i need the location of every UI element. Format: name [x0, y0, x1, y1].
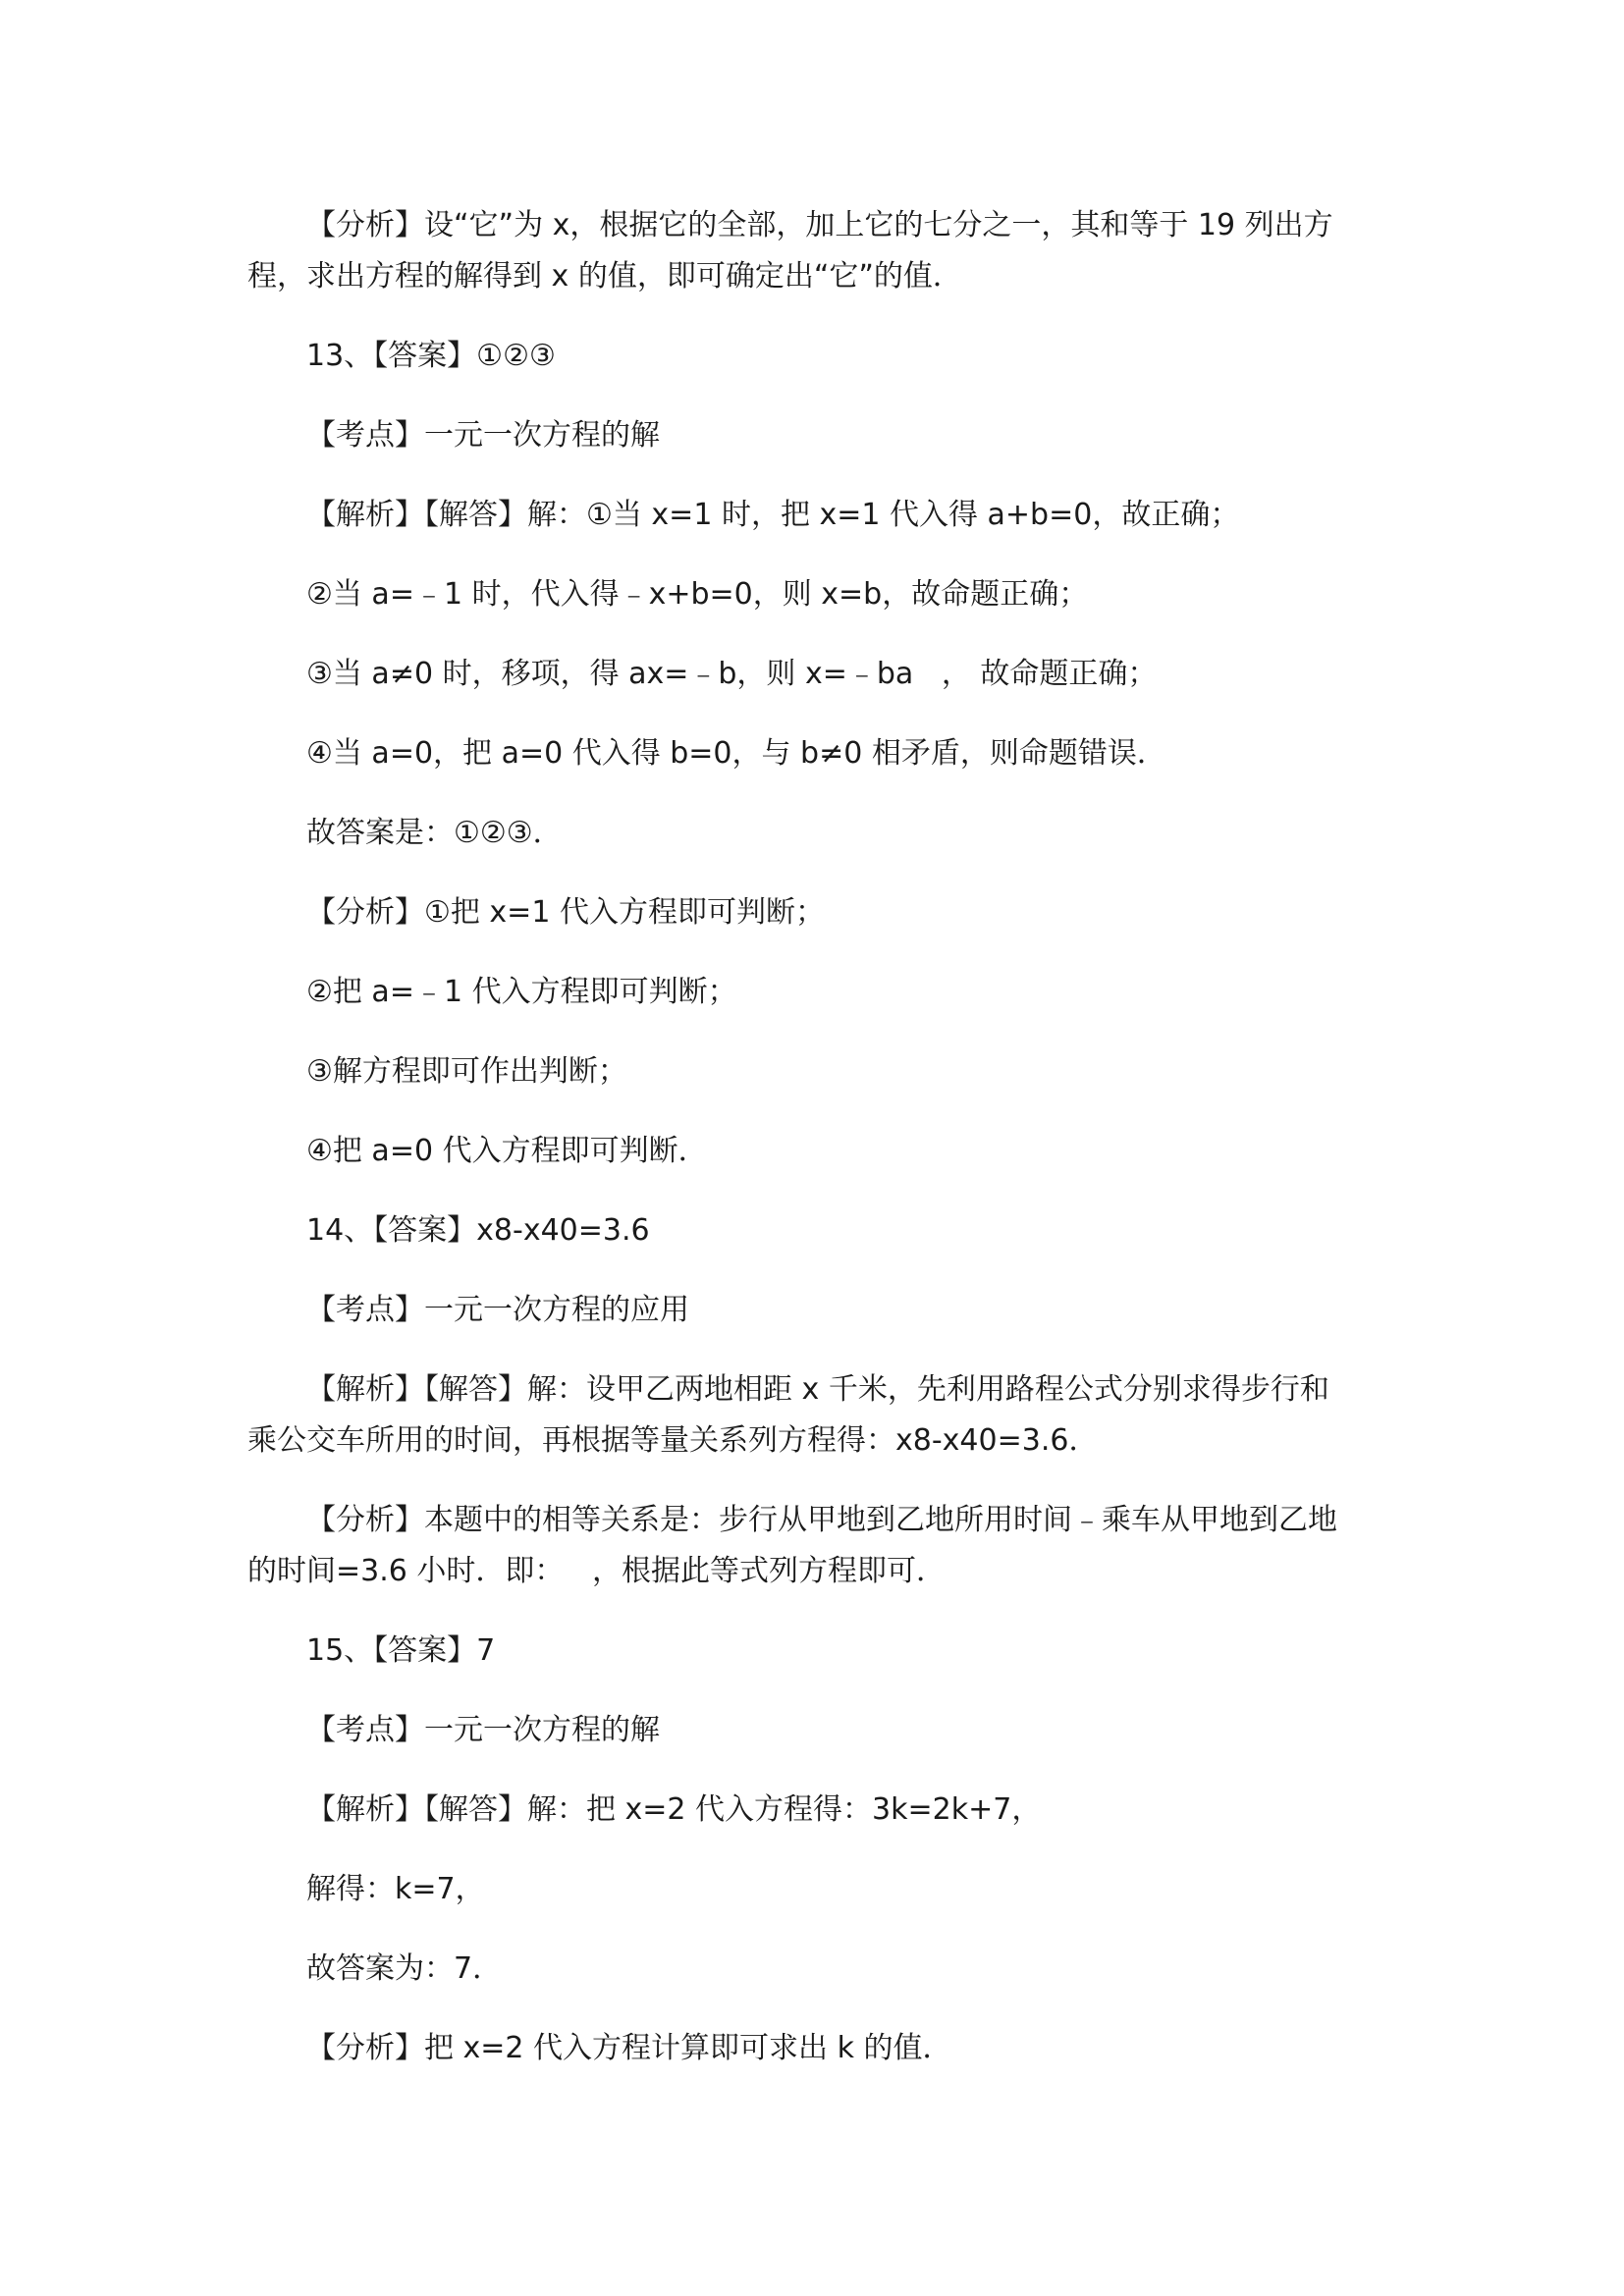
q13-analysis-line-3: ③解方程即可作出判断；: [306, 1054, 627, 1089]
q15-solution-line-1: 【解析】【解答】解：把 x=2 代入方程得：3k=2k+7，: [306, 1792, 1042, 1827]
q15-analysis: 【分析】把 x=2 代入方程计算即可求出 k 的值．: [306, 2031, 952, 2065]
q14-solution-line-1: 【解析】【解答】解：设甲乙两地相距 x 千米，先利用路程公式分别求得步行和: [306, 1372, 1329, 1407]
q13-analysis-line-1: 【分析】①把 x=1 代入方程即可判断；: [306, 895, 825, 930]
q13-solution-line-2: ②当 a=﹣1 时，代入得﹣x+b=0，则 x=b，故命题正确；: [306, 577, 1089, 612]
q13-solution-line-4: ④当 a=0，把 a=0 代入得 b=0，与 b≠0 相矛盾，则命题错误．: [306, 736, 1166, 771]
q13-topic: 【考点】一元一次方程的解: [306, 418, 660, 453]
q13-analysis-line-4: ④把 a=0 代入方程即可判断．: [306, 1134, 708, 1168]
q13-conclusion: 故答案是：①②③．: [306, 816, 563, 850]
q13-solution-line-1: 【解析】【解答】解：①当 x=1 时，把 x=1 代入得 a+b=0，故正确；: [306, 498, 1240, 532]
q13-solution-line-3: ③当 a≠0 时，移项，得 ax=﹣b，则 x=﹣ba ， 故命题正确；: [306, 657, 1158, 691]
q14-topic: 【考点】一元一次方程的应用: [306, 1293, 689, 1327]
q13-analysis-line-2: ②把 a=﹣1 代入方程即可判断；: [306, 975, 737, 1009]
q14-analysis-line-1: 【分析】本题中的相等关系是：步行从甲地到乙地所用时间﹣乘车从甲地到乙地: [306, 1503, 1337, 1537]
q15-answer: 15、【答案】7: [306, 1633, 496, 1668]
q13-answer: 13、【答案】①②③: [306, 339, 556, 373]
q15-topic: 【考点】一元一次方程的解: [306, 1713, 660, 1747]
analysis-12-line-2: 程，求出方程的解得到 x 的值，即可确定出“它”的值．: [247, 259, 962, 294]
q15-solution-line-2: 解得：k=7，: [306, 1872, 485, 1906]
q15-conclusion: 故答案为：7．: [306, 1951, 503, 1986]
q14-solution-line-2: 乘公交车所用的时间，再根据等量关系列方程得：x8-x40=3.6．: [247, 1423, 1099, 1458]
q14-answer: 14、【答案】x8-x40=3.6: [306, 1213, 650, 1248]
q14-analysis-line-2: 的时间=3.6 小时．即： ，根据此等式列方程即可．: [247, 1554, 946, 1588]
analysis-12-line-1: 【分析】设“它”为 x，根据它的全部，加上它的七分之一，其和等于 19 列出方: [306, 208, 1333, 242]
